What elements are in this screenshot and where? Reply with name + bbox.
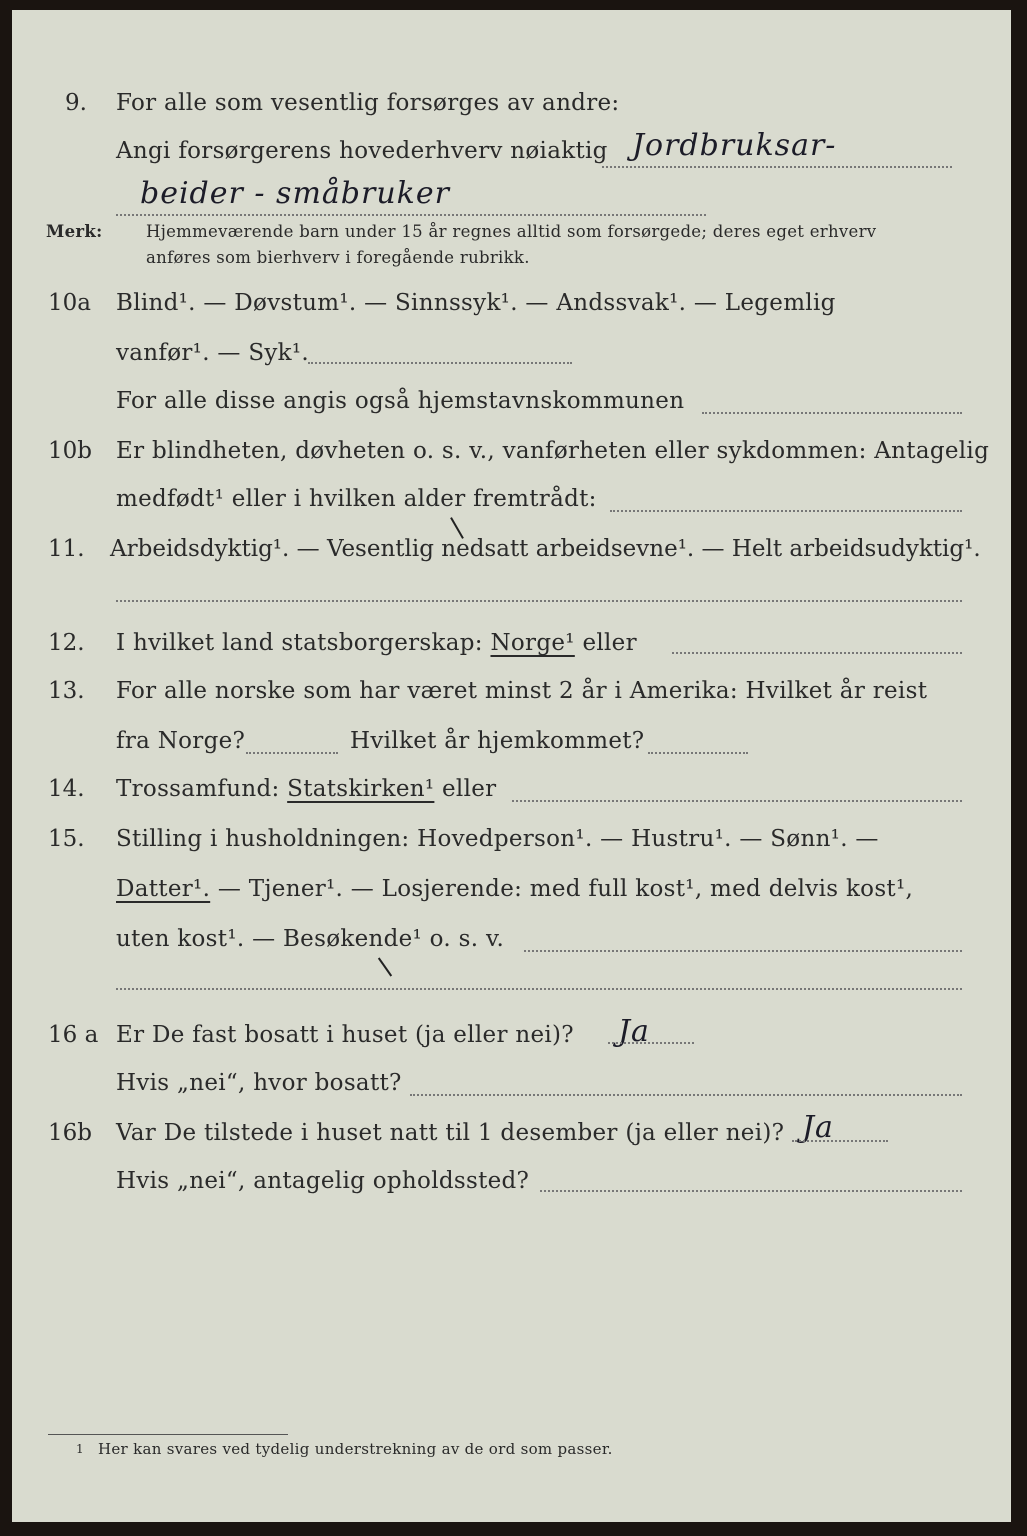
- q14-label: Trossamfund:: [116, 776, 280, 802]
- q12-norge: Norge¹: [490, 630, 575, 656]
- q10b-line1: Er blindheten, døvheten o. s. v., vanførheten eller sykdommen: Antagelig: [116, 438, 990, 464]
- q11-number: 11.: [48, 536, 85, 562]
- q15-line2-rest: — Tjener¹. — Losjerende: med full kost¹, med delvis kost¹,: [217, 876, 914, 902]
- q9-line1: For alle som vesentlig forsørges av andre:: [116, 90, 620, 116]
- q10a-line1: Blind¹. — Døvstum¹. — Sinnssyk¹. — Andssvak¹. — Legemlig: [116, 290, 836, 316]
- q13-line1: For alle norske som har været minst 2 år i Amerika: Hvilket år reist: [116, 678, 928, 704]
- q15-datter: Datter¹.: [116, 876, 211, 902]
- q11-blank-line: [116, 600, 962, 602]
- q16b-handwritten-answer: Ja: [802, 1110, 834, 1145]
- q9-answer-line-2: [116, 214, 706, 216]
- q13-number: 13.: [48, 678, 85, 704]
- q15-blank-line: [116, 988, 962, 990]
- q16b-number: 16b: [48, 1120, 92, 1146]
- q9-answer-line: [602, 166, 952, 168]
- q10b-line2: medfødt¹ eller i hvilken alder fremtrådt:: [116, 486, 597, 512]
- q16a-line2-dots: [410, 1094, 962, 1096]
- q15-number: 15.: [48, 826, 85, 852]
- q9-handwritten-answer-b: beider - småbruker: [140, 176, 450, 211]
- q10a-line3-dots: [702, 412, 962, 414]
- q15-line2: [116, 876, 913, 902]
- q14-statskirken: Statskirken¹: [287, 776, 435, 802]
- q14-number: 14.: [48, 776, 85, 802]
- q11-line1: Arbeidsdyktig¹. — Vesentlig nedsatt arbeidsevne¹. — Helt arbeidsudyktig¹.: [110, 536, 981, 562]
- footnote-rule: [48, 1434, 288, 1435]
- q10a-number: 10a: [48, 290, 91, 316]
- q12-dots: [672, 652, 962, 654]
- q15-checkmark: [378, 957, 392, 976]
- q14-eller: eller: [442, 776, 497, 802]
- q13-dots-a: [246, 752, 338, 754]
- merk-label: Merk:: [46, 222, 103, 241]
- q9-handwritten-answer-a: Jordbruksar-: [632, 128, 837, 163]
- q16b-line2-dots: [540, 1190, 962, 1192]
- q9-line2: Angi forsørgerens hovederhverv nøiaktig: [116, 138, 608, 164]
- q13-line2a: fra Norge?: [116, 728, 246, 754]
- q15-line3: uten kost¹. — Besøkende¹ o. s. v.: [116, 926, 505, 952]
- q12-number: 12.: [48, 630, 85, 656]
- q15-dots: [524, 950, 962, 952]
- q14-line1: [116, 776, 496, 802]
- q16a-line1: Er De fast bosatt i huset (ja eller nei)?: [116, 1022, 574, 1048]
- footnote-mark: 1: [76, 1442, 84, 1456]
- footnote-text: Her kan svares ved tydelig understrekning av de ord som passer.: [98, 1440, 613, 1458]
- q16a-line2: Hvis „nei“, hvor bosatt?: [116, 1070, 402, 1096]
- q16b-line2: Hvis „nei“, antagelig opholdssted?: [116, 1168, 530, 1194]
- q9-number: 9.: [65, 90, 87, 116]
- q13-line2b: Hvilket år hjemkommet?: [350, 728, 645, 754]
- q10b-line2-dots: [610, 510, 962, 512]
- q10a-line2: vanfør¹. — Syk¹.: [116, 340, 310, 366]
- q12-eller: eller: [582, 630, 637, 656]
- census-form-page: [12, 10, 1011, 1522]
- q10a-line2-dots: [308, 362, 572, 364]
- merk-line1: Hjemmeværende barn under 15 år regnes alltid som forsørgede; deres eget erhverv: [146, 222, 877, 241]
- merk-line2: anføres som bierhverv i foregående rubrikk.: [146, 248, 530, 267]
- q10a-line3: For alle disse angis også hjemstavnskommunen: [116, 388, 685, 414]
- q16b-dots: [792, 1140, 888, 1142]
- q16a-number: 16 a: [48, 1022, 99, 1048]
- q16b-line1: Var De tilstede i huset natt til 1 desember (ja eller nei)?: [116, 1120, 785, 1146]
- q13-dots-b: [648, 752, 748, 754]
- q16a-dots: [608, 1042, 694, 1044]
- q12-question: I hvilket land statsborgerskap:: [116, 630, 483, 656]
- q16a-handwritten-answer: Ja: [618, 1014, 650, 1049]
- q10b-number: 10b: [48, 438, 92, 464]
- q14-dots: [512, 800, 962, 802]
- q15-line1: Stilling i husholdningen: Hovedperson¹. — Hustru¹. — Sønn¹. —: [116, 826, 879, 852]
- q12-line1: [116, 630, 637, 656]
